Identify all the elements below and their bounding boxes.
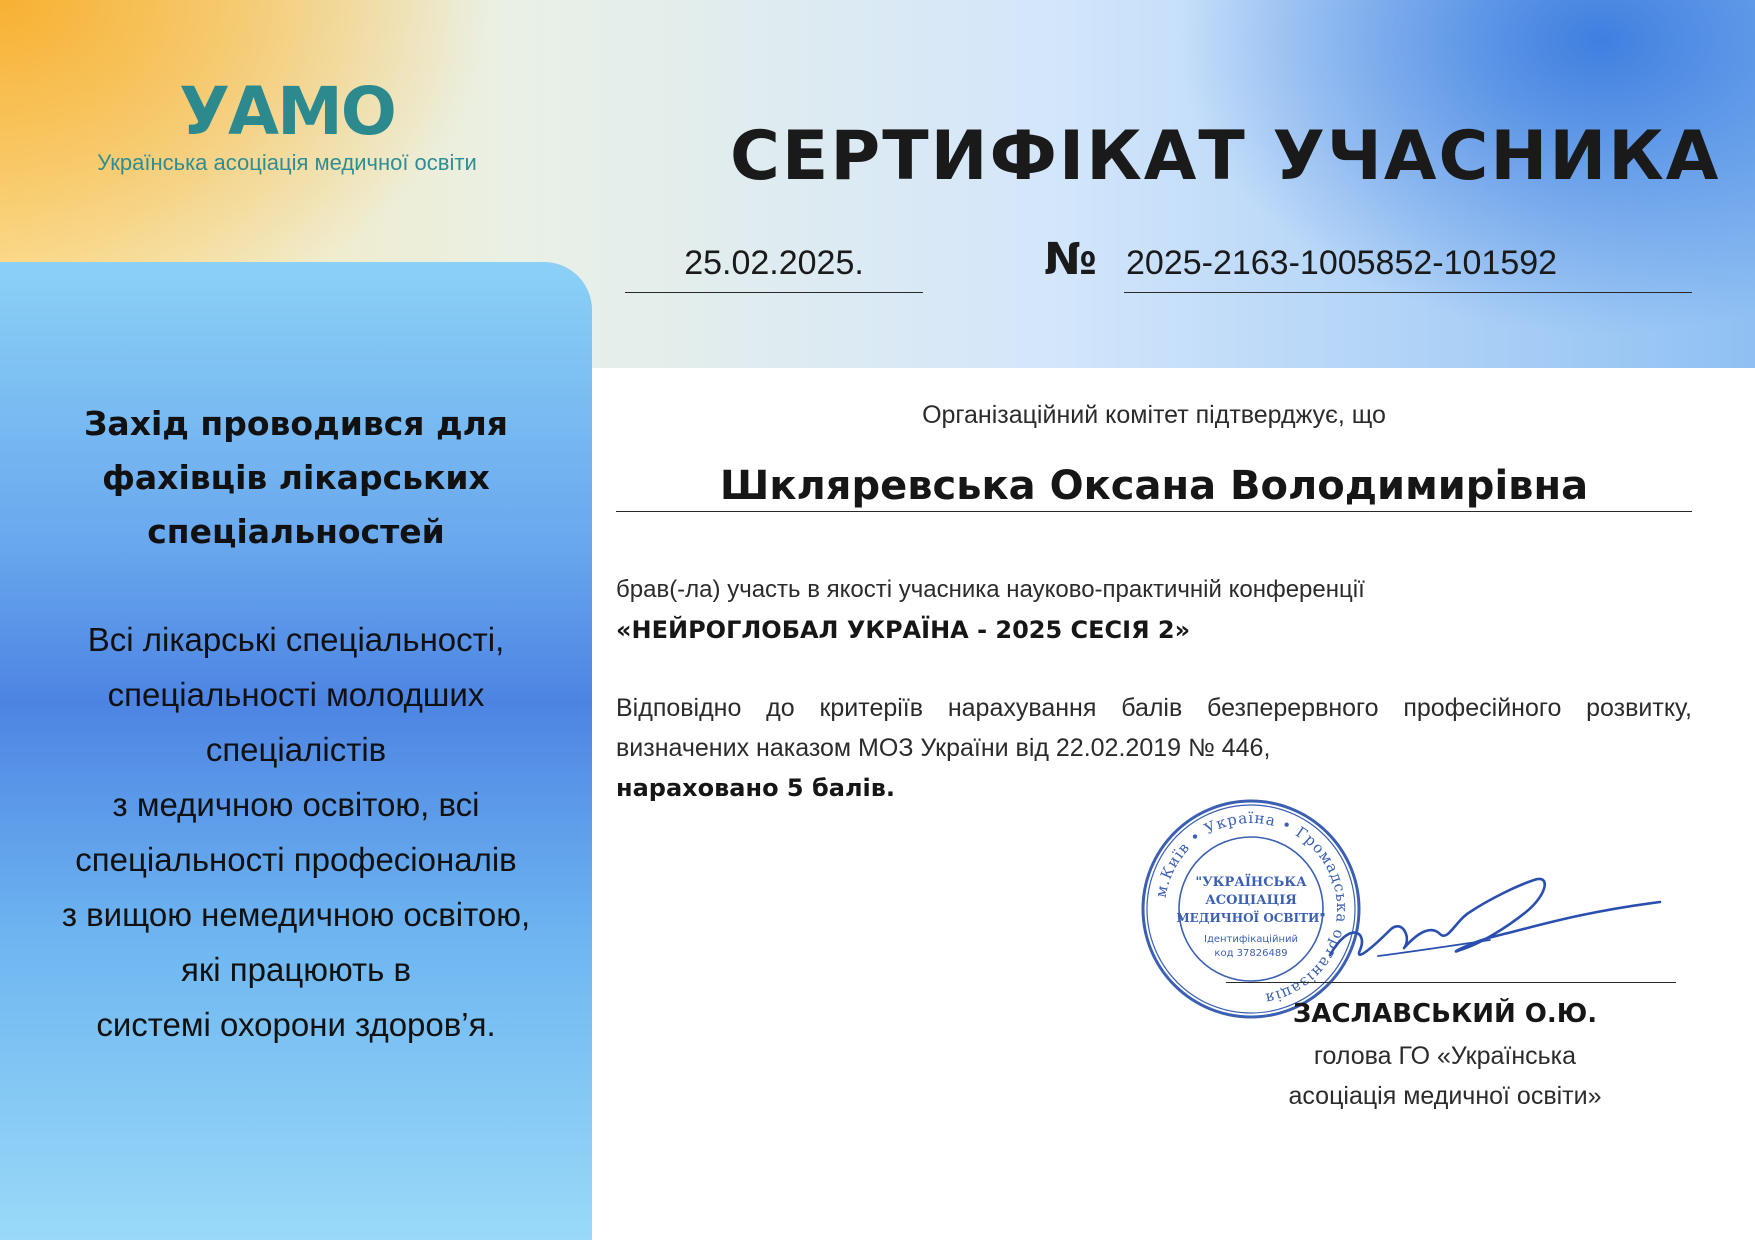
audience-line: з вищою немедичною освітою,	[61, 896, 531, 933]
stamp-id-label: Ідентифікаційний	[1204, 934, 1298, 945]
audience-line: спеціальності молодших	[107, 676, 485, 713]
signatory-position-line-2: асоціація медичної освіти»	[1288, 1082, 1602, 1110]
stamp-line-3: МЕДИЧНОЇ ОСВІТИ"	[1176, 911, 1326, 925]
audience-line: системі охорони здоров’я.	[96, 1006, 496, 1043]
logo-mark: УАМО	[179, 73, 395, 150]
audience-heading-line: фахівців лікарських	[102, 458, 490, 497]
handwritten-signature	[1320, 860, 1680, 990]
stamp-id-code: код 37826489	[1214, 948, 1288, 959]
signatory-name: ЗАСЛАВСЬКИЙ О.Ю.	[1292, 999, 1598, 1029]
certificate-title: СЕРТИФІКАТ УЧАСНИКА	[730, 117, 1721, 196]
stamp-outer-text: м.Київ • Україна • Громадська організація	[1151, 808, 1352, 1008]
audience-line: які працюють в	[180, 951, 412, 988]
audience-description	[10, 612, 582, 1052]
certificate-number-field	[1124, 236, 1692, 290]
organization-logo	[52, 73, 522, 176]
recipient-name: Шкляревська Оксана Володимирівна	[719, 463, 1589, 509]
certificate-number: 2025-2163-1005852-101592	[1126, 244, 1558, 282]
confirmation-text: Організаційний комітет підтверджує, що	[922, 401, 1386, 429]
points-awarded: нараховано 5 балів.	[616, 774, 896, 802]
criteria-paragraph	[616, 688, 1692, 808]
signatory-position	[1230, 1036, 1660, 1116]
audience-line: Всі лікарські спеціальності,	[87, 621, 505, 658]
stamp-line-1: "УКРАЇНСЬКА	[1195, 875, 1307, 890]
audience-line: спеціальності професіоналів	[75, 841, 517, 878]
number-sign: №	[1044, 234, 1097, 285]
conference-name: «НЕЙРОГЛОБАЛ УКРАЇНА - 2025 СЕСІЯ 2»	[616, 616, 1191, 644]
participation-text: брав(-ла) участь в якості учасника науково-практичній конференції	[616, 576, 1365, 603]
issue-date-field	[625, 236, 923, 290]
stamp-line-2: АСОЦІАЦІЯ	[1205, 893, 1297, 908]
date-underline	[625, 292, 923, 293]
number-underline	[1124, 292, 1692, 293]
recipient-underline	[616, 511, 1692, 512]
audience-heading-line: спеціальностей	[147, 512, 445, 551]
issue-date: 25.02.2025.	[684, 244, 864, 282]
signature-line	[1226, 982, 1676, 983]
audience-heading	[30, 397, 562, 559]
audience-heading-line: Захід проводився для	[83, 404, 508, 443]
logo-subtitle: Українська асоціація медичної освіти	[97, 150, 477, 175]
audience-line: з медичною освітою, всі	[112, 786, 480, 823]
criteria-text: Відповідно до критеріїв нарахування балів безперервного професійного розвитку, визначених наказом МОЗ України від 22.02.2019 № 446,	[616, 694, 1692, 762]
signatory-position-line-1: голова ГО «Українська	[1313, 1042, 1577, 1070]
participation-paragraph	[616, 570, 1692, 650]
audience-line: спеціалістів	[205, 731, 387, 768]
